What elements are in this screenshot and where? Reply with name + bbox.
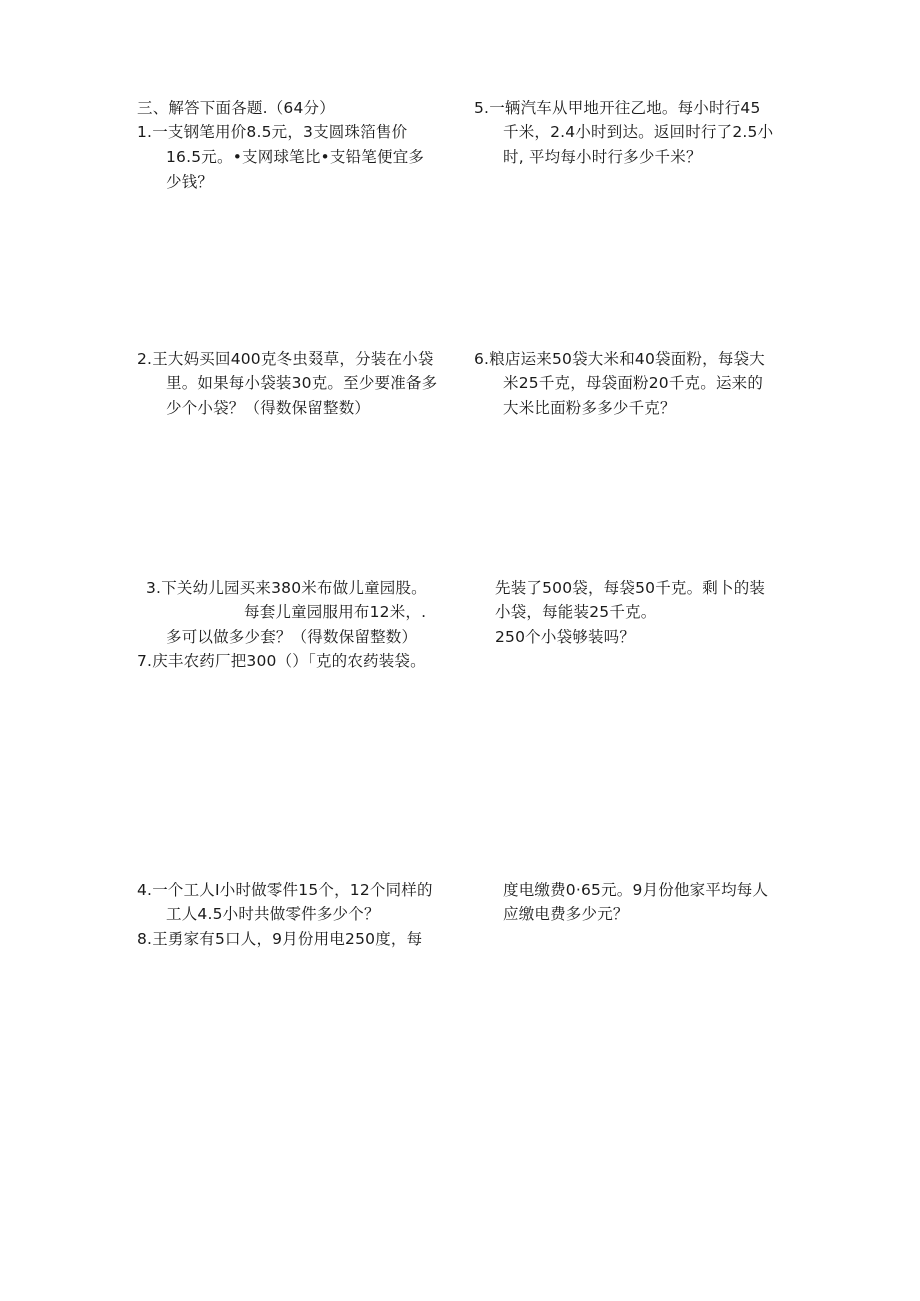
question-3-line-2: 每套儿童园服用布12米，. <box>244 603 427 621</box>
question-2-line-1: 2.王大妈买回400克冬虫叕草，分装在小袋 <box>137 350 434 368</box>
question-8-cont-line-2: 应缴电费多少元？ <box>503 905 629 923</box>
question-5-line-3: 时, 平均每小时行多少千米？ <box>503 148 702 166</box>
question-1-line-2: 16.5元。•支网球笔比•支铅笔便宜多 <box>166 148 425 166</box>
question-1-line-1: 1.一支钢笔用价8.5元，3支圆珠箔售价 <box>137 123 408 141</box>
question-1-line-3: 少钱？ <box>166 173 214 191</box>
section-title: 三、解答下面各题.（64分） <box>137 99 335 117</box>
question-6-line-3: 大米比面粉多多少千克？ <box>503 399 676 417</box>
question-7-cont-line-1: 先装了500袋，每袋50千克。剩卜的装 <box>495 579 766 597</box>
question-2-line-3: 少个小袋？（得数保留整数） <box>166 399 371 417</box>
question-8-cont-line-1: 度电缴费0·65元。9月份他家平均每人 <box>503 881 769 899</box>
question-4-line-2: 工人4.5小时共做零件多少个？ <box>166 905 380 923</box>
question-5-line-2: 千米，2.4小时到达。返回时行了2.5小 <box>503 123 774 141</box>
question-6-line-1: 6.粮店运来50袋大米和40袋面粉，每袋大 <box>474 350 765 368</box>
question-6-line-2: 米25千克，母袋面粉20千克。运来的 <box>503 374 764 392</box>
question-7-cont-line-3: 250个小袋够装吗？ <box>495 628 636 646</box>
question-7-line-1: 7.庆丰农药厂把300（）「克的农药装袋。 <box>137 652 426 670</box>
question-8-line-1: 8.王勇家有5口人，9月份用电250度，每 <box>137 930 423 948</box>
question-3-line-1: 3.下关幼儿园买来380米布做儿童园股。 <box>146 579 427 597</box>
question-4-line-1: 4.一个工人I小时做零件15个，12个同样的 <box>137 881 433 899</box>
question-5-line-1: 5.一辆汽车从甲地开往乙地。每小时行45 <box>474 99 761 117</box>
question-7-cont-line-2: 小袋，每能装25千克。 <box>495 603 657 621</box>
question-3-line-3: 多可以做多少套？（得数保留整数） <box>166 628 418 646</box>
question-2-line-2: 里。如果每小袋装30克。至少要准备多 <box>166 374 438 392</box>
